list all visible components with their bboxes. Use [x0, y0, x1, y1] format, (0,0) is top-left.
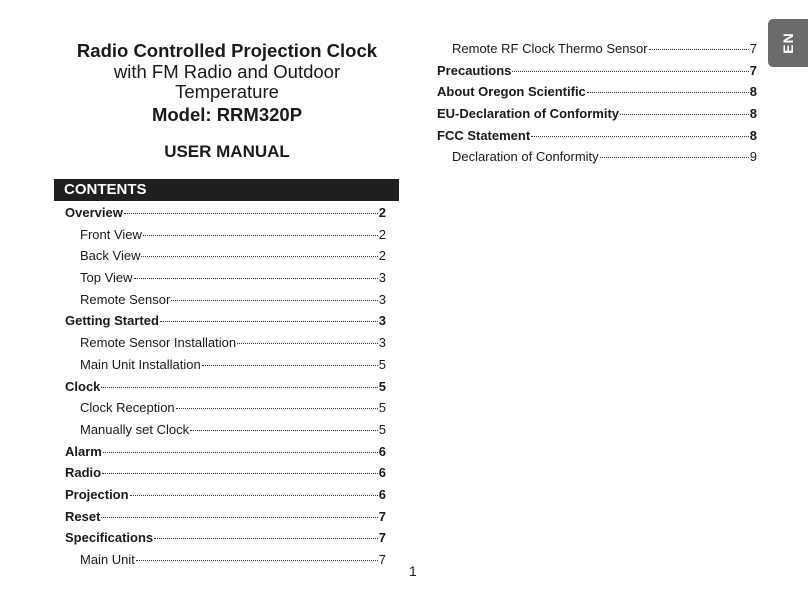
toc-leader-dots: [160, 321, 378, 322]
toc-leader-dots: [134, 278, 378, 279]
toc-entry-page: 6: [378, 443, 386, 459]
toc-entry-page: 6: [378, 486, 386, 502]
toc-entry-label: Radio: [65, 465, 102, 481]
toc-entry-page: 8: [749, 106, 757, 122]
toc-entry: [65, 506, 386, 528]
toc-entry: [65, 376, 386, 398]
toc-entry-label: EU-Declaration of Conformity: [437, 106, 620, 122]
toc-entry: [437, 81, 757, 103]
toc-entry-label: Alarm: [65, 443, 102, 459]
toc-entry: [437, 38, 757, 60]
contents-heading: CONTENTS: [54, 179, 399, 201]
toc-leader-dots: [531, 136, 749, 137]
toc-leader-dots: [154, 538, 378, 539]
toc-leader-dots: [136, 560, 378, 561]
title-line-2: with FM Radio and Outdoor: [113, 61, 341, 82]
toc-leader-dots: [620, 114, 749, 115]
toc-entry-label: About Oregon Scientific: [437, 84, 586, 100]
toc-leader-dots: [102, 473, 378, 474]
toc-entry-label: Getting Started: [65, 313, 159, 329]
model-number: Model: RRM320P: [151, 104, 303, 125]
page-number: 1: [409, 563, 417, 579]
toc-leader-dots: [176, 408, 378, 409]
toc-leader-dots: [171, 300, 377, 301]
toc-entry: [437, 125, 757, 147]
toc-entry-label: Top View: [80, 270, 133, 286]
toc-entry: [65, 245, 386, 267]
toc-entry-page: 2: [378, 226, 386, 242]
toc-entry-page: 7: [749, 62, 757, 78]
toc-entry-label: Specifications: [65, 530, 154, 546]
toc-entry-label: Precautions: [437, 62, 512, 78]
toc-entry: [65, 267, 386, 289]
toc-leader-dots: [130, 495, 378, 496]
toc-entry-page: 3: [378, 313, 386, 329]
toc-entry-page: 5: [378, 356, 386, 372]
toc-entry: [65, 549, 386, 571]
toc-entry: [65, 332, 386, 354]
toc-leader-dots: [512, 71, 748, 72]
toc-entry-page: 7: [378, 530, 386, 546]
toc-entry-label: Remote Sensor Installation: [80, 335, 237, 351]
toc-entry-page: 3: [378, 291, 386, 307]
toc-entry-page: 5: [378, 421, 386, 437]
toc-entry: [437, 146, 757, 168]
toc-leader-dots: [124, 213, 378, 214]
language-tab: [768, 19, 808, 67]
toc-entry-label: FCC Statement: [437, 127, 531, 143]
toc-leader-dots: [141, 256, 377, 257]
toc-entry-label: Overview: [65, 205, 123, 220]
toc-leader-dots: [587, 92, 749, 93]
toc-entry: [65, 289, 386, 311]
toc-entry-label: Reset: [65, 508, 101, 524]
toc-entry-label: Remote RF Clock Thermo Sensor: [452, 41, 648, 56]
toc-leader-dots: [600, 157, 749, 158]
toc-entry-label: Declaration of Conformity: [452, 149, 599, 165]
title-line-1: Radio Controlled Projection Clock: [76, 40, 378, 61]
toc-entry-page: 8: [749, 84, 757, 100]
toc-leader-dots: [143, 235, 378, 236]
toc-entry: [65, 441, 386, 463]
toc-entry-page: 3: [378, 270, 386, 286]
toc-entry: [65, 202, 386, 224]
toc-entry: [65, 419, 386, 441]
toc-entry: [65, 527, 386, 549]
toc-entry-label: Manually set Clock: [80, 421, 190, 437]
toc-entry-page: 7: [749, 41, 757, 56]
toc-entry-page: 7: [378, 508, 386, 524]
toc-leader-dots: [237, 343, 378, 344]
toc-entry: [437, 60, 757, 82]
toc-entry: [65, 310, 386, 332]
toc-entry-label: Main Unit Installation: [80, 356, 201, 372]
toc-leader-dots: [101, 387, 377, 388]
toc-leader-dots: [103, 452, 378, 453]
toc-entry: [437, 103, 757, 125]
toc-entry: [65, 224, 386, 246]
toc-entry-page: 9: [749, 149, 757, 165]
toc-leader-dots: [101, 517, 377, 518]
toc-left-column: [65, 202, 386, 571]
language-tab-label: EN: [780, 32, 796, 54]
toc-entry-page: 2: [378, 248, 386, 264]
title-line-3: Temperature: [175, 81, 279, 102]
toc-entry: [65, 354, 386, 376]
title-block: [54, 40, 400, 162]
toc-entry-page: 5: [378, 378, 386, 394]
toc-entry: [65, 462, 386, 484]
toc-entry-page: 6: [378, 465, 386, 481]
toc-entry-label: Remote Sensor: [80, 291, 171, 307]
user-manual-heading: USER MANUAL: [164, 142, 290, 161]
toc-entry: [65, 397, 386, 419]
toc-entry-page: 3: [378, 335, 386, 351]
toc-leader-dots: [190, 430, 378, 431]
toc-entry-label: Main Unit: [80, 552, 135, 567]
toc-entry-label: Clock Reception: [80, 400, 175, 416]
toc-entry-label: Clock: [65, 378, 101, 394]
toc-entry-label: Projection: [65, 486, 129, 502]
toc-entry-page: 5: [378, 400, 386, 416]
toc-entry-page: 2: [378, 205, 386, 220]
toc-entry-page: 7: [378, 552, 386, 567]
toc-entry-label: Front View: [80, 226, 142, 242]
toc-entry-label: Back View: [80, 248, 141, 264]
toc-entry-page: 8: [749, 127, 757, 143]
toc-right-column: [437, 38, 757, 168]
toc-entry: [65, 484, 386, 506]
toc-leader-dots: [649, 49, 749, 50]
toc-leader-dots: [202, 365, 378, 366]
